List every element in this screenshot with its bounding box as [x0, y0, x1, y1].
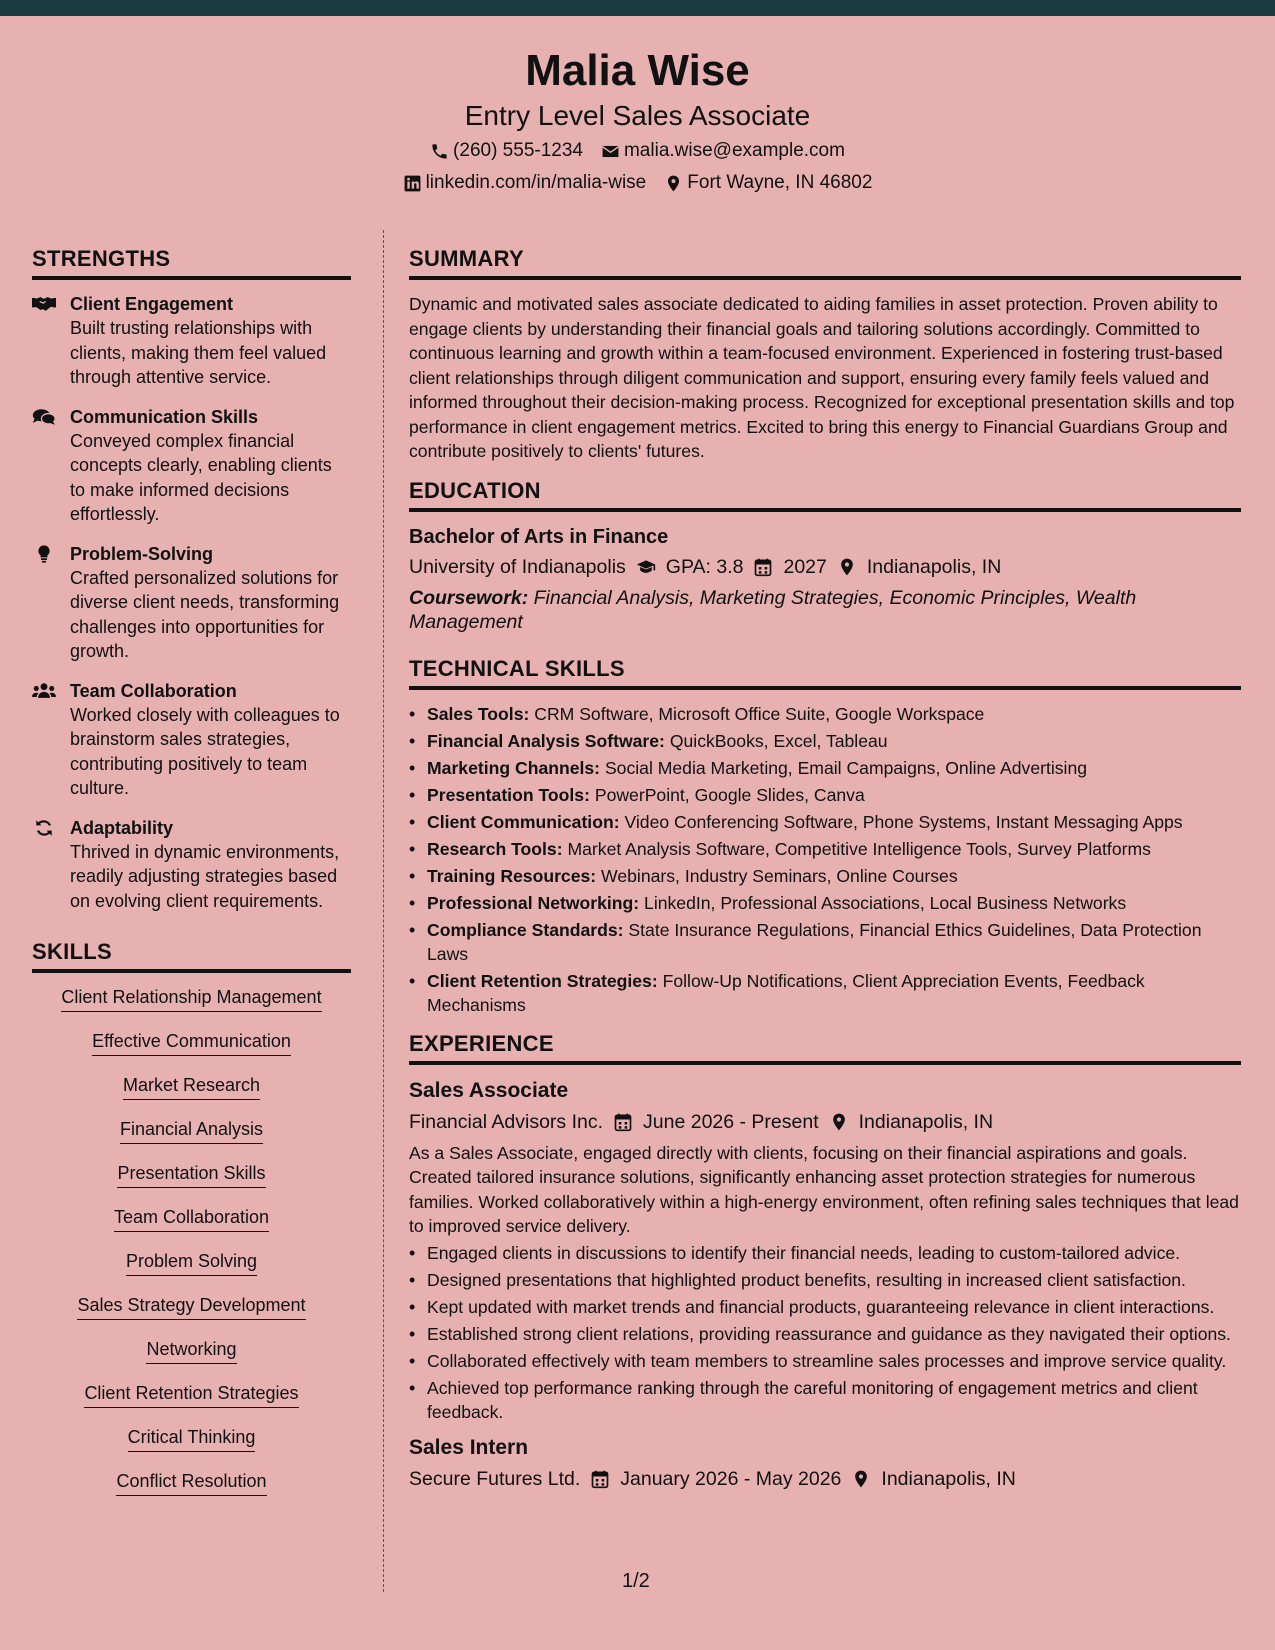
company-name: Financial Advisors Inc.	[409, 1110, 604, 1133]
coursework-list: Financial Analysis, Marketing Strategies, Economic Principles, Wealth Management	[409, 586, 1137, 633]
strength-item	[32, 292, 351, 390]
gpa: GPA: 3.8	[665, 555, 744, 578]
technical-skill-item: • Professional Networking: LinkedIn, Professional Associations, Local Business Networks	[409, 891, 1241, 915]
map-pin-icon	[829, 1112, 849, 1132]
coursework-label: Coursework:	[409, 586, 529, 609]
education-heading: EDUCATION	[409, 478, 1241, 512]
users-icon	[32, 681, 56, 701]
technical-skill-item: • Client Communication: Video Conferencing Software, Phone Systems, Instant Messaging Apps	[409, 810, 1241, 834]
map-pin-icon	[664, 174, 683, 193]
strength-title: Adaptability	[70, 817, 174, 838]
left-column	[32, 246, 351, 1513]
job-location: Indianapolis, IN	[858, 1110, 994, 1133]
skill-item: Critical Thinking	[128, 1425, 256, 1452]
strength-desc: Thrived in dynamic environments, readily adjusting strategies based on evolving client requirements.	[70, 841, 340, 911]
linkedin-icon	[403, 174, 422, 193]
technical-skills-heading: TECHNICAL SKILLS	[409, 656, 1241, 690]
strength-desc: Crafted personalized solutions for diverse client needs, transforming challenges into opportunities for growth.	[70, 567, 340, 661]
strengths-heading: STRENGTHS	[32, 246, 351, 280]
technical-skill-item: • Financial Analysis Software: QuickBooks, Excel, Tableau	[409, 729, 1241, 753]
email-text: malia.wise@example.com	[623, 140, 845, 161]
refresh-icon	[32, 818, 56, 838]
strength-desc: Built trusting relationships with clients, making them feel valued through attentive service.	[70, 318, 327, 387]
experience-section	[409, 1031, 1241, 1492]
experience-heading: EXPERIENCE	[409, 1031, 1241, 1065]
strength-title: Team Collaboration	[70, 680, 237, 701]
technical-skill-item: • Presentation Tools: PowerPoint, Google Slides, Canva	[409, 783, 1241, 807]
job-title: Sales Associate	[409, 1078, 569, 1102]
skill-item: Financial Analysis	[120, 1117, 263, 1144]
column-divider	[383, 230, 384, 1592]
job-bullet: • Collaborated effectively with team members to streamline sales processes and improve service quality.	[409, 1349, 1241, 1373]
resume-header	[0, 16, 1275, 204]
phone-icon	[430, 142, 449, 161]
linkedin-contact[interactable]	[403, 170, 647, 196]
summary-section	[409, 246, 1241, 464]
technical-skills-section	[409, 656, 1241, 1017]
strength-desc: Worked closely with colleagues to brainstorm sales strategies, contributing positively to team culture.	[70, 704, 340, 798]
phone-text: (260) 555-1234	[453, 140, 583, 161]
strength-item	[32, 405, 351, 527]
summary-text: Dynamic and motivated sales associate dedicated to aiding families in asset protection. Proven ability to engage clients by understanding their financial goals and tailoring solutions accordingly. Committed to continuous learning and growth within a team-focused environment. Experienced in fostering trust-based client relationships through diligent communication and support, ensuring every family feels valued and informed throughout their decision-making process. Recognized for exceptional presentation skills and top performance in client engagement metrics. Excited to bring this energy to Financial Guardians Group and contribute positively to clients' futures.	[409, 294, 1235, 461]
technical-skill-item: • Marketing Channels: Social Media Marketing, Email Campaigns, Online Advertising	[409, 756, 1241, 780]
job-title: Sales Intern	[409, 1435, 529, 1459]
strength-item	[32, 679, 351, 801]
skill-item: Presentation Skills	[117, 1161, 265, 1188]
skill-item: Problem Solving	[126, 1249, 257, 1276]
linkedin-text: linkedin.com/in/malia-wise	[425, 172, 647, 193]
top-color-bar	[0, 0, 1275, 16]
handshake-icon	[32, 294, 56, 314]
skill-item: Sales Strategy Development	[77, 1293, 305, 1320]
skill-item: Team Collaboration	[114, 1205, 269, 1232]
technical-skill-item: • Training Resources: Webinars, Industry Seminars, Online Courses	[409, 864, 1241, 888]
comments-icon	[32, 407, 56, 427]
skill-item: Client Retention Strategies	[84, 1381, 298, 1408]
company-name: Secure Futures Ltd.	[409, 1467, 581, 1490]
degree-title: Bachelor of Arts in Finance	[409, 525, 669, 548]
skills-list	[32, 985, 351, 1496]
lightbulb-icon	[32, 544, 56, 564]
strength-desc: Conveyed complex financial concepts clearly, enabling clients to make informed decisions effortlessly.	[70, 430, 332, 524]
education-meta	[409, 554, 1241, 580]
job-meta	[409, 1109, 1241, 1135]
skill-item: Networking	[146, 1337, 236, 1364]
location-text: Fort Wayne, IN 46802	[687, 172, 873, 193]
map-pin-icon	[837, 557, 857, 577]
job-bullet: • Achieved top performance ranking through the careful monitoring of engagement metrics and client feedback.	[409, 1376, 1241, 1424]
job-bullet: • Established strong client relations, providing reassurance and guidance as they navigated their options.	[409, 1322, 1241, 1346]
job-dates: June 2026 - Present	[643, 1110, 819, 1133]
summary-heading: SUMMARY	[409, 246, 1241, 280]
job-bullet: • Designed presentations that highlighted product benefits, resulting in increased client satisfaction.	[409, 1268, 1241, 1292]
strength-title: Client Engagement	[70, 294, 234, 314]
calendar-icon	[753, 557, 773, 577]
job-bullet: • Engaged clients in discussions to identify their financial needs, leading to custom-tailored advice.	[409, 1241, 1241, 1265]
job-location: Indianapolis, IN	[881, 1467, 1016, 1490]
technical-skill-item: • Sales Tools: CRM Software, Microsoft Office Suite, Google Workspace	[409, 702, 1241, 726]
school-name: University of Indianapolis	[409, 555, 626, 578]
right-column	[409, 246, 1241, 1506]
job-dates: January 2026 - May 2026	[620, 1467, 842, 1490]
job-bullets	[409, 1241, 1241, 1424]
technical-skill-item: • Research Tools: Market Analysis Software, Competitive Intelligence Tools, Survey Platforms	[409, 837, 1241, 861]
education-section	[409, 478, 1241, 634]
strength-title: Problem-Solving	[70, 543, 214, 564]
strength-item	[32, 542, 351, 664]
technical-skill-item: • Compliance Standards: State Insurance Regulations, Financial Ethics Guidelines, Data Protection Laws	[409, 918, 1241, 966]
strength-title: Communication Skills	[70, 406, 259, 427]
phone-contact[interactable]	[430, 138, 583, 164]
skill-item: Client Relationship Management	[61, 985, 321, 1012]
contact-row-2	[0, 170, 1275, 196]
page-number: 1/2	[622, 1570, 650, 1592]
graduation-cap-icon	[636, 557, 656, 577]
skill-item: Market Research	[123, 1073, 260, 1100]
strength-item	[32, 816, 351, 914]
email-contact[interactable]	[601, 138, 845, 164]
coursework	[409, 586, 1241, 634]
calendar-icon	[590, 1469, 610, 1489]
technical-skill-item: • Client Retention Strategies: Follow-Up Notifications, Client Appreciation Events, Feedback Mechanisms	[409, 969, 1241, 1017]
contact-row-1	[0, 138, 1275, 164]
map-pin-icon	[851, 1469, 871, 1489]
job-meta	[409, 1466, 1241, 1492]
job-bullet: • Kept updated with market trends and financial products, guaranteeing relevance in client interactions.	[409, 1295, 1241, 1319]
calendar-icon	[613, 1112, 633, 1132]
skills-heading: SKILLS	[32, 939, 351, 973]
skill-item: Conflict Resolution	[116, 1469, 266, 1496]
skill-item: Effective Communication	[92, 1029, 291, 1056]
technical-skills-list	[409, 702, 1241, 1017]
location-contact	[664, 170, 872, 196]
education-location: Indianapolis, IN	[866, 555, 1002, 578]
job-description: As a Sales Associate, engaged directly with clients, focusing on their financial aspirations and goals. Created tailored insurance solutions, significantly enhancing asset protection strategies for numerous families. Worked collaboratively within a high-energy environment, often refining sales techniques that lead to improved service delivery.	[409, 1142, 1239, 1236]
candidate-title: Entry Level Sales Associate	[464, 100, 811, 131]
graduation-year: 2027	[783, 555, 827, 578]
envelope-icon	[601, 142, 620, 161]
candidate-name: Malia Wise	[525, 46, 750, 95]
